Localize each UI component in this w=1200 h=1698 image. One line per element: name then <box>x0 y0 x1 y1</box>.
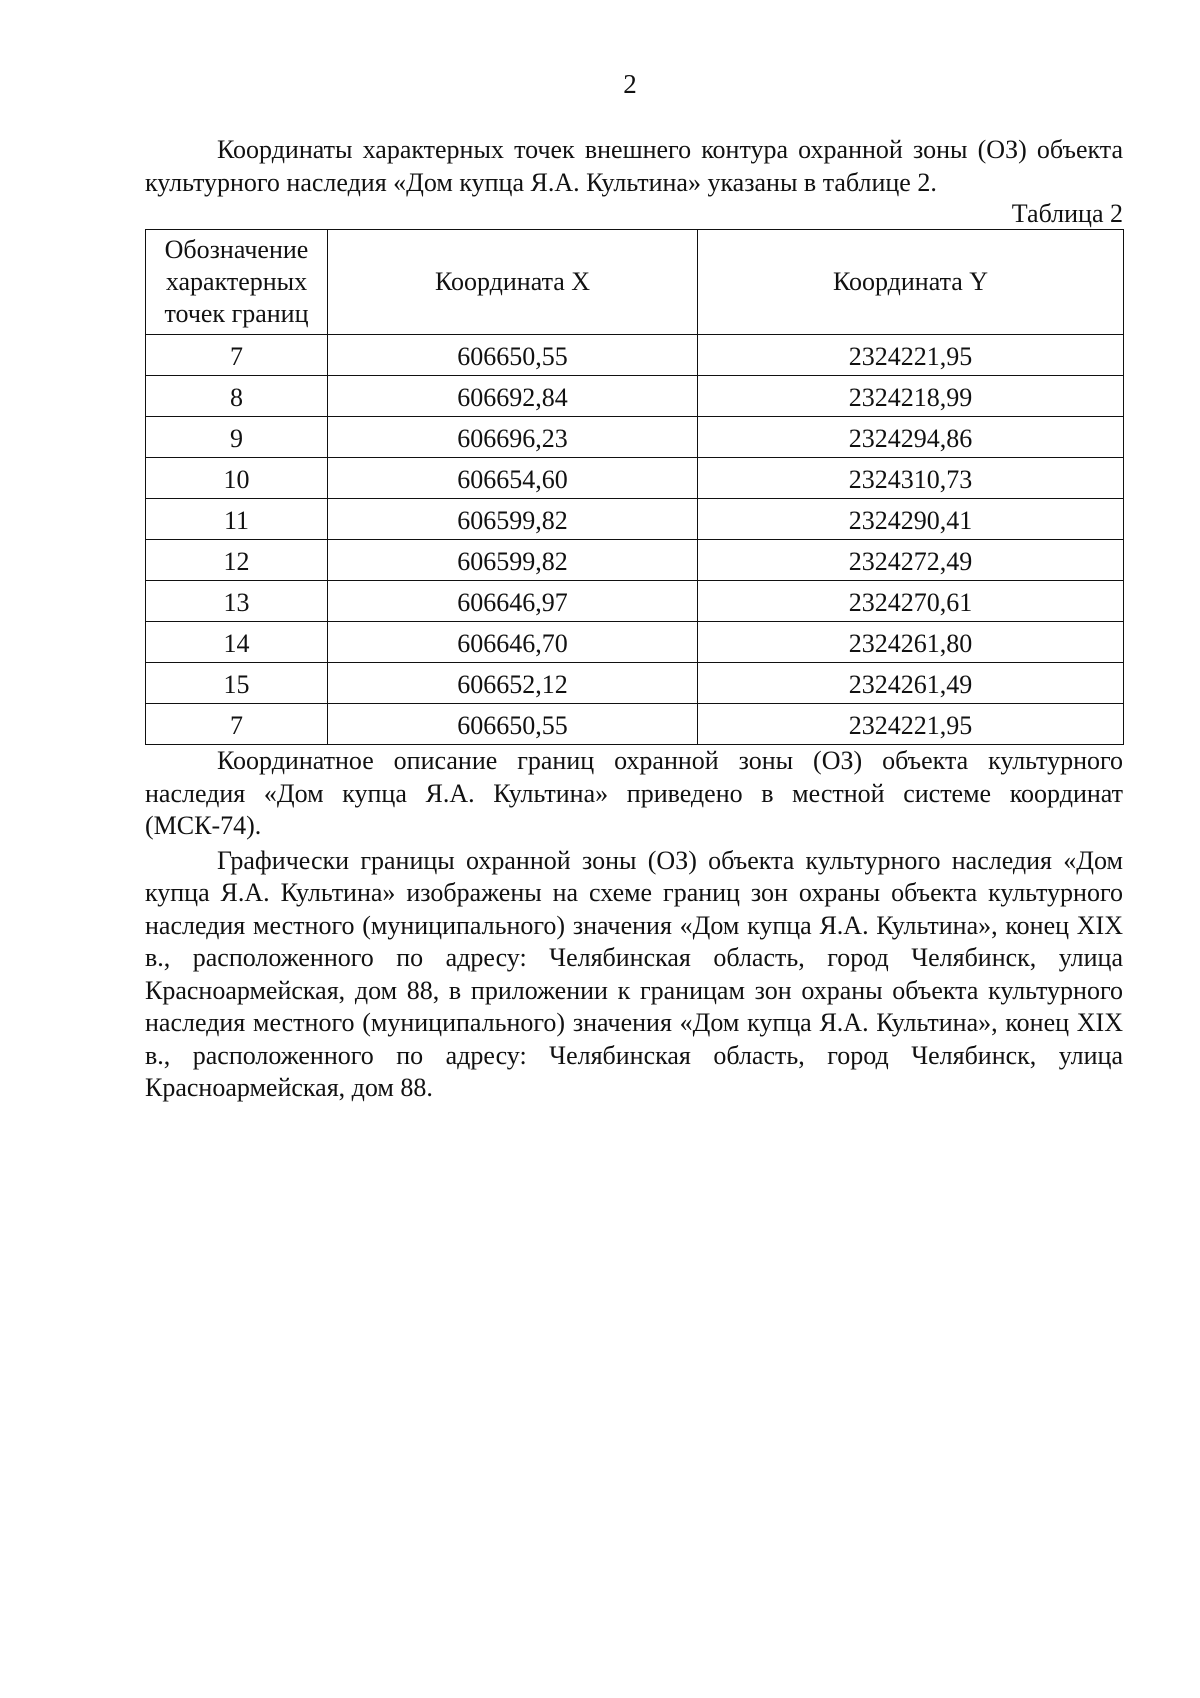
cell-x: 606696,23 <box>328 417 698 458</box>
cell-point: 10 <box>146 458 328 499</box>
cell-y: 2324218,99 <box>698 376 1124 417</box>
cell-y: 2324221,95 <box>698 335 1124 376</box>
cell-point: 13 <box>146 581 328 622</box>
header-coordinate-y: Координата Y <box>698 230 1124 335</box>
table-row <box>146 335 1124 376</box>
cell-point: 9 <box>146 417 328 458</box>
page-number: 2 <box>623 69 637 99</box>
cell-y: 2324294,86 <box>698 417 1124 458</box>
cell-point: 15 <box>146 663 328 704</box>
cell-x: 606652,12 <box>328 663 698 704</box>
table-header-row <box>146 230 1124 335</box>
table-row <box>146 417 1124 458</box>
cell-x: 606599,82 <box>328 499 698 540</box>
cell-point: 7 <box>146 335 328 376</box>
table-row <box>146 704 1124 745</box>
intro-paragraph: Координаты характерных точек внешнего контура охранной зоны (ОЗ) объекта культурного наследия «Дом купца Я.А. Культина» указаны в таблице 2. <box>145 135 1123 197</box>
cell-y: 2324290,41 <box>698 499 1124 540</box>
table-row <box>146 376 1124 417</box>
cell-x: 606692,84 <box>328 376 698 417</box>
cell-x: 606646,70 <box>328 622 698 663</box>
cell-x: 606646,97 <box>328 581 698 622</box>
cell-y: 2324221,95 <box>698 704 1124 745</box>
table-row <box>146 622 1124 663</box>
cell-y: 2324310,73 <box>698 458 1124 499</box>
cell-x: 606599,82 <box>328 540 698 581</box>
header-coordinate-x: Координата X <box>328 230 698 335</box>
cell-y: 2324261,49 <box>698 663 1124 704</box>
table-row <box>146 581 1124 622</box>
cell-point: 12 <box>146 540 328 581</box>
cell-x: 606654,60 <box>328 458 698 499</box>
table-row <box>146 499 1124 540</box>
cell-point: 11 <box>146 499 328 540</box>
cell-point: 8 <box>146 376 328 417</box>
cell-y: 2324261,80 <box>698 622 1124 663</box>
cell-x: 606650,55 <box>328 335 698 376</box>
header-point-designation: Обозначение характерных точек границ <box>146 230 328 335</box>
coordinate-system-paragraph: Координатное описание границ охранной зоны (ОЗ) объекта культурного наследия «Дом купца Я.А. Культина» приведено в местной системе координат (МСК-74). <box>145 746 1123 840</box>
table-row <box>146 663 1124 704</box>
graphic-description-paragraph: Графически границы охранной зоны (ОЗ) объекта культурного наследия «Дом купца Я.А. Культина» изображены на схеме границ зон охраны объекта культурного наследия местного (муниципального) значения «Дом купца Я.А. Культина», конец XIX в., расположенного по адресу: Челябинская область, город Челябинск, улица Красноармейская, дом 88, в приложении к границам зон охраны объекта культурного наследия местного (муниципального) значения «Дом купца Я.А. Культина», конец XIX в., расположенного по адресу: Челябинская область, город Челябинск, улица Красноармейская, дом 88. <box>145 845 1123 1102</box>
coordinates-table <box>145 229 1124 745</box>
table-row <box>146 540 1124 581</box>
cell-point: 7 <box>146 704 328 745</box>
document-body <box>145 134 1123 1105</box>
table-caption: Таблица 2 <box>1011 199 1123 228</box>
table-row <box>146 458 1124 499</box>
cell-y: 2324272,49 <box>698 540 1124 581</box>
cell-point: 14 <box>146 622 328 663</box>
cell-y: 2324270,61 <box>698 581 1124 622</box>
cell-x: 606650,55 <box>328 704 698 745</box>
